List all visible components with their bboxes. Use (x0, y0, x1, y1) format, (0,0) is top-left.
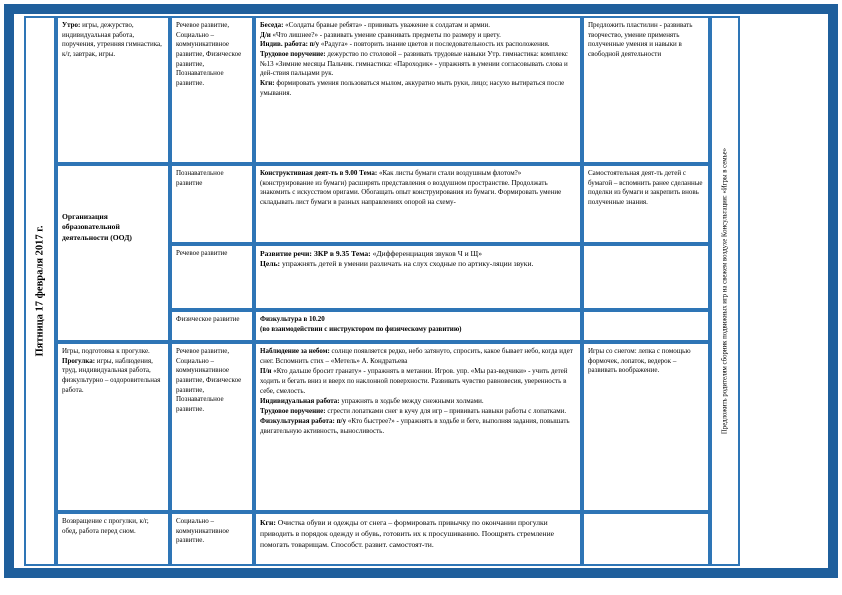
areas-text: Социально – коммуникативное развитие. (176, 517, 230, 545)
item-label: Развитие речи: ЗКР в 9.35 Тема: (260, 249, 371, 258)
walk-item (260, 417, 576, 437)
ood-item (260, 169, 576, 208)
walk-item (260, 397, 576, 407)
independent-morning (582, 16, 710, 164)
walk-prep-text: Игры, подготовка к прогулке. (62, 347, 150, 355)
return-text: Возвращение с прогулки, к/г, обед, работа перед сном. (62, 517, 149, 535)
item-text: Очистка обуви и одежды от снега – формировать привычку по окончании прогулки приводить в порядок одежду и обувь, готовить их к просушиванию. Поощрять стремление помогать товарищам. Способст. развит. самостоят-ти. (260, 518, 555, 549)
areas-morning-text: Речевое развитие, Социально – коммуникативное развитие, Физическое развитие, Познавательное развитие. (176, 21, 242, 87)
areas-return (170, 512, 254, 566)
walk-item (260, 367, 576, 397)
areas-text: Познавательное развитие (176, 169, 224, 187)
morning-item (260, 40, 576, 79)
ood-item (260, 259, 576, 269)
item-text: формировать умения пользоваться мылом, аккуратно мыть руки, лицо; насухо вытираться после умывания. (260, 78, 565, 97)
morning-item (260, 31, 576, 41)
activity-walk (56, 342, 170, 512)
content-return (254, 512, 582, 566)
ood-item (260, 325, 576, 335)
item-label: Беседа: (260, 21, 284, 29)
item-label: Кгн: (260, 78, 275, 87)
content-ood-2 (254, 244, 582, 310)
content-walk (254, 342, 582, 512)
item-text: сгрести лопатками снег в кучу для игр – прививать навыки работы с лопатками. (325, 406, 567, 415)
areas-ood-2 (170, 244, 254, 310)
content-morning (254, 16, 582, 164)
morning-text: игры, дежурство, индивидуальная работа, поручения, утренняя гимнастика, к/г, завтрак, игры. (62, 21, 162, 58)
areas-text: Речевое развитие (176, 249, 228, 257)
item-text: упражнять детей в умении различать на слух сходные по артику-ляции звуки. (280, 259, 534, 269)
item-text: солнце появляется редко, небо затянуто, спросить, какое бывает небо, когда идет снег. Вспомнить стих – «Метель» А. Кондратьева (260, 347, 573, 365)
day-label: Пятница 17 февраля 2017 г. (34, 225, 46, 357)
parents-note: Предложить родителям сборник подвижных игр на свежем воздухе Консультация: «Игры в семье» (721, 147, 729, 435)
ood-item (260, 315, 576, 325)
independent-ood-1 (582, 164, 710, 244)
activity-morning (56, 16, 170, 164)
morning-item (260, 21, 576, 31)
walk-item (260, 347, 576, 367)
item-label: П/и (260, 366, 272, 375)
areas-text: Речевое развитие, Социально – коммуникативное развитие, Физическое развитие, Познавательное развитие. (176, 347, 242, 413)
plan-table (14, 14, 828, 568)
item-text: «Что лишнее?» - развивать умение сравнивать предметы по размеру и цвету. (270, 30, 501, 39)
item-label: Кгн: (260, 518, 276, 527)
item-label: Индивидуальная работа: (260, 396, 340, 405)
date-column (24, 16, 56, 566)
item-text: упражнять в ходьбе между снежными холмами. (339, 396, 484, 405)
independent-text: Игры со снегом: лепка с помощью формочек, лопаток, ведерок – развивать воображение. (588, 347, 691, 375)
item-label: Д/и (260, 30, 271, 39)
ood-heading: Организация образовательной деятельности (ООД) (62, 212, 132, 242)
morning-heading: Утро: (62, 21, 81, 29)
areas-morning (170, 16, 254, 164)
independent-walk (582, 342, 710, 512)
areas-ood-3 (170, 310, 254, 342)
return-item (260, 517, 576, 550)
item-text: «Солдаты бравые ребята» - прививать уважение к солдатам и армии. (283, 21, 491, 29)
independent-ood-2 (582, 244, 710, 310)
item-label: Наблюдение за небом: (260, 347, 330, 355)
item-label: Физкультурная работа: п/у (260, 416, 347, 425)
independent-text: Самостоятельная деят-ть детей с бумагой – вспомнить ранее сделанные поделки из бумаги и закрепить вновь полученные знания. (588, 169, 703, 206)
item-text: «Кто дальше бросит гранату» - упражнять в метании. Игров. упр. «Мы раз-ведчики» - учить детей ходить и бегать вниз и вверх по наклонной поверхности. Развивать чувство равновесия, уверенность в себе, смелость. (260, 366, 568, 395)
item-label: Индив. работа: п/у (260, 40, 320, 49)
item-label: Конструктивная деят-ть в 9.00 Тема: (260, 169, 378, 177)
item-label: Трудовое поручение: (260, 406, 326, 415)
independent-return (582, 512, 710, 566)
activity-ood (56, 164, 170, 342)
walk-heading: Прогулка: (62, 356, 96, 365)
item-label: Цель: (260, 259, 281, 269)
content-ood-3 (254, 310, 582, 342)
item-text: «Как листы бумаги стали воздушным флотом?» (конструирование из бумаги) расширять представления о воздушном пространстве. Продолжать знакомить с искусством оригами. Обогащать опыт конструирования из бумаги. Формировать умение складывать лист бумаги в разных направлениях опорой на схему- (260, 169, 562, 206)
item-text: «Дифференциация звуков Ч и Щ» (370, 249, 482, 258)
ood-item (260, 249, 576, 259)
walk-text: игры, наблюдения, труд, индивидуальная работа, физкультурно – оздоровительная работа. (62, 356, 161, 394)
independent-morning-text: Предложить пластилин - развивать творчество, умение применять полученные умения и навыки в свободной деятельности (588, 21, 693, 58)
item-text: «Кто быстрее?» - упражнять в ходьбе и беге, выполняя задания, повышать двигательную активность, выносливость. (260, 416, 570, 435)
morning-item (260, 79, 576, 98)
item-label: Трудовое поручение: (260, 49, 326, 58)
areas-walk (170, 342, 254, 512)
content-ood-1 (254, 164, 582, 244)
item-text: «Радуга» - повторить знание цветов и последовательность их расположения. (319, 40, 550, 49)
item-text: (во взаимодействии с инструктором по физическому развитию) (260, 324, 462, 333)
page-frame (4, 4, 838, 578)
item-label: Физкультура в 10.20 (260, 315, 325, 323)
item-text: дежурство по столовой – развивать трудовые навыки Утр. гимнастика: комплекс №13 «Зимние месяцы Пальчик. гимнастика: «Пароходик» - упражнять в умении согласовывать слова и дей-ствия пальцами рук. (260, 49, 568, 78)
areas-ood-1 (170, 164, 254, 244)
activity-return (56, 512, 170, 566)
independent-ood-3 (582, 310, 710, 342)
parents-note-column (710, 16, 740, 566)
walk-item (260, 407, 576, 417)
areas-text: Физическое развитие (176, 315, 240, 323)
